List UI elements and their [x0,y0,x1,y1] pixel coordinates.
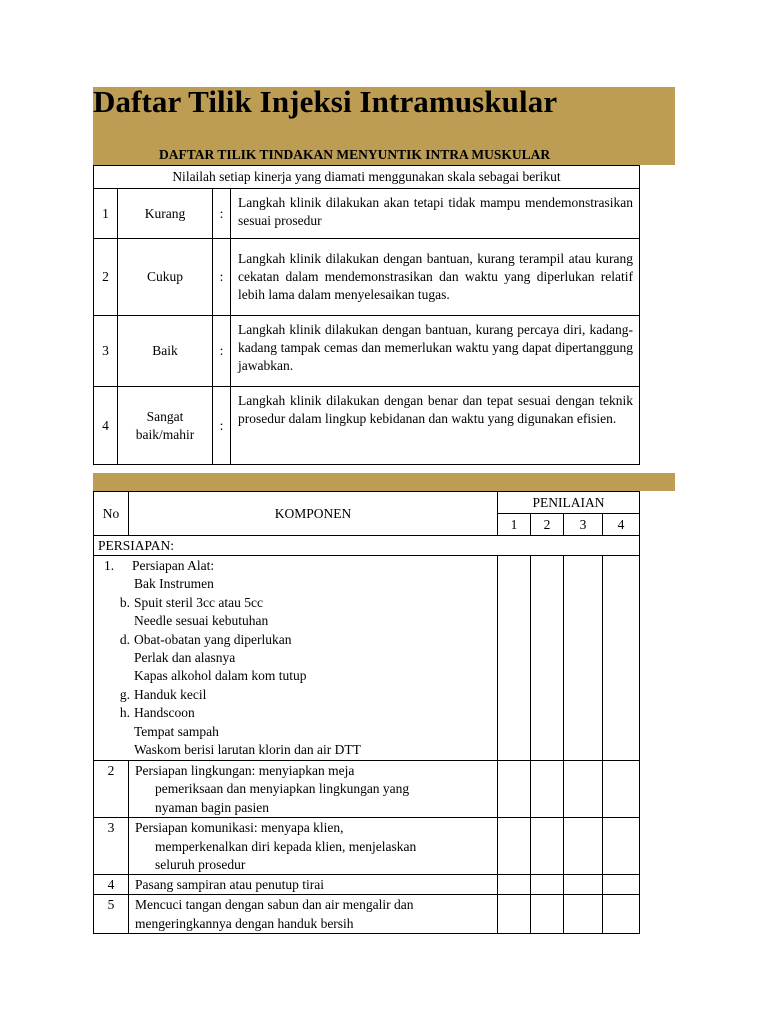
score-cell[interactable] [498,875,531,895]
scale-description: Langkah klinik dilakukan akan tetapi tidak mampu mendemonstrasikan sesuai prosedur [231,189,640,239]
score-cell[interactable] [498,556,531,761]
score-cell[interactable] [564,761,603,818]
score-cell[interactable] [531,818,564,875]
scale-label: Baik [118,316,213,387]
item-text: Pasang sampiran atau penutup tirai [129,875,498,895]
item-text: Persiapan komunikasi: menyapa klien, memperkenalkan diri kepada klien, menjelaskan seluruh prosedur [129,818,498,875]
scale-row [94,189,640,239]
checklist-subtitle: DAFTAR TILIK TINDAKAN MENYUNTIK INTRA MUSKULAR [159,147,551,162]
scale-number: 1 [94,189,118,239]
score-cell[interactable] [564,875,603,895]
score-cell[interactable] [498,818,531,875]
item-number: 2 [94,761,129,818]
list-item: Bak Instrumen [134,576,214,592]
score-cell[interactable] [531,895,564,934]
equipment-list [104,575,493,759]
item-number: 4 [94,875,129,895]
page-title: Daftar Tilik Injeksi Intramuskular [93,84,558,119]
score-header-1: 1 [498,514,531,536]
table-row [94,818,640,875]
list-item: Needle sesuai kebutuhan [134,613,269,629]
score-cell[interactable] [498,895,531,934]
item-number: 5 [94,895,129,934]
table-row [94,556,640,761]
scale-label: Kurang [118,189,213,239]
scale-row [94,239,640,316]
scale-colon: : [213,239,231,316]
checklist-table [93,491,640,934]
score-cell[interactable] [498,761,531,818]
scale-description: Langkah klinik dilakukan dengan bantuan, kurang terampil atau kurang cekatan dalam mendemonstrasikan dan waktu yang diperlukan relatif lebih lama dalam menyelesaikan tugas. [231,239,640,316]
scale-label: Cukup [118,239,213,316]
scale-description: Langkah klinik dilakukan dengan bantuan, kurang percaya diri, kadang-kadang tampak cemas dan memerlukan waktu yang dapat dipertanggung jawabkan. [231,316,640,387]
score-header-2: 2 [531,514,564,536]
score-cell[interactable] [531,875,564,895]
score-cell[interactable] [564,818,603,875]
score-cell[interactable] [603,818,640,875]
scale-number: 3 [94,316,118,387]
score-header-3: 3 [564,514,603,536]
score-cell[interactable] [603,556,640,761]
list-item: h. Handscoon [119,705,195,721]
list-item: d. Obat-obatan yang diperlukan [119,631,292,647]
rating-scale-table [93,165,640,465]
list-item: Kapas alkohol dalam kom tutup [134,668,307,684]
table-row [94,761,640,818]
item-title: Persiapan Alat: [132,558,215,573]
score-cell[interactable] [564,556,603,761]
section-label: PERSIAPAN: [94,536,640,556]
scale-colon: : [213,189,231,239]
scale-row [94,316,640,387]
list-item: Waskom berisi larutan klorin dan air DTT [134,742,361,758]
scale-number: 4 [94,387,118,465]
scale-colon: : [213,316,231,387]
scale-intro: Nilailah setiap kinerja yang diamati menggunakan skala sebagai berikut [94,166,640,189]
score-cell[interactable] [531,556,564,761]
list-item: b. Spuit steril 3cc atau 5cc [119,594,263,610]
scale-number: 2 [94,239,118,316]
score-cell[interactable] [564,895,603,934]
scale-row [94,387,640,465]
score-header-4: 4 [603,514,640,536]
header-penilaian: PENILAIAN [498,492,640,514]
score-cell[interactable] [603,895,640,934]
header-komponen: KOMPONEN [129,492,498,536]
score-cell[interactable] [603,761,640,818]
scale-description: Langkah klinik dilakukan dengan benar dan tepat sesuai dengan teknik prosedur dalam lingkup kebidanan dan waktu yang digunakan efisien. [231,387,640,465]
header-no: No [94,492,129,536]
scale-label: Sangat baik/mahir [118,387,213,465]
item-persiapan-alat [94,556,498,761]
scale-colon: : [213,387,231,465]
item-text: Persiapan lingkungan: menyiapkan meja pemeriksaan dan menyiapkan lingkungan yang nyaman bagin pasien [129,761,498,818]
item-number: 3 [94,818,129,875]
score-cell[interactable] [531,761,564,818]
table-row [94,875,640,895]
score-cell[interactable] [603,875,640,895]
item-number: 1. [104,558,115,573]
list-item: g. Handuk kecil [119,686,207,702]
item-text: Mencuci tangan dengan sabun dan air mengalir dan mengeringkannya dengan handuk bersih [129,895,498,934]
list-item: Tempat sampah [134,723,219,739]
list-item: Perlak dan alasnya [134,650,236,666]
section-band [93,473,675,491]
table-row [94,895,640,934]
